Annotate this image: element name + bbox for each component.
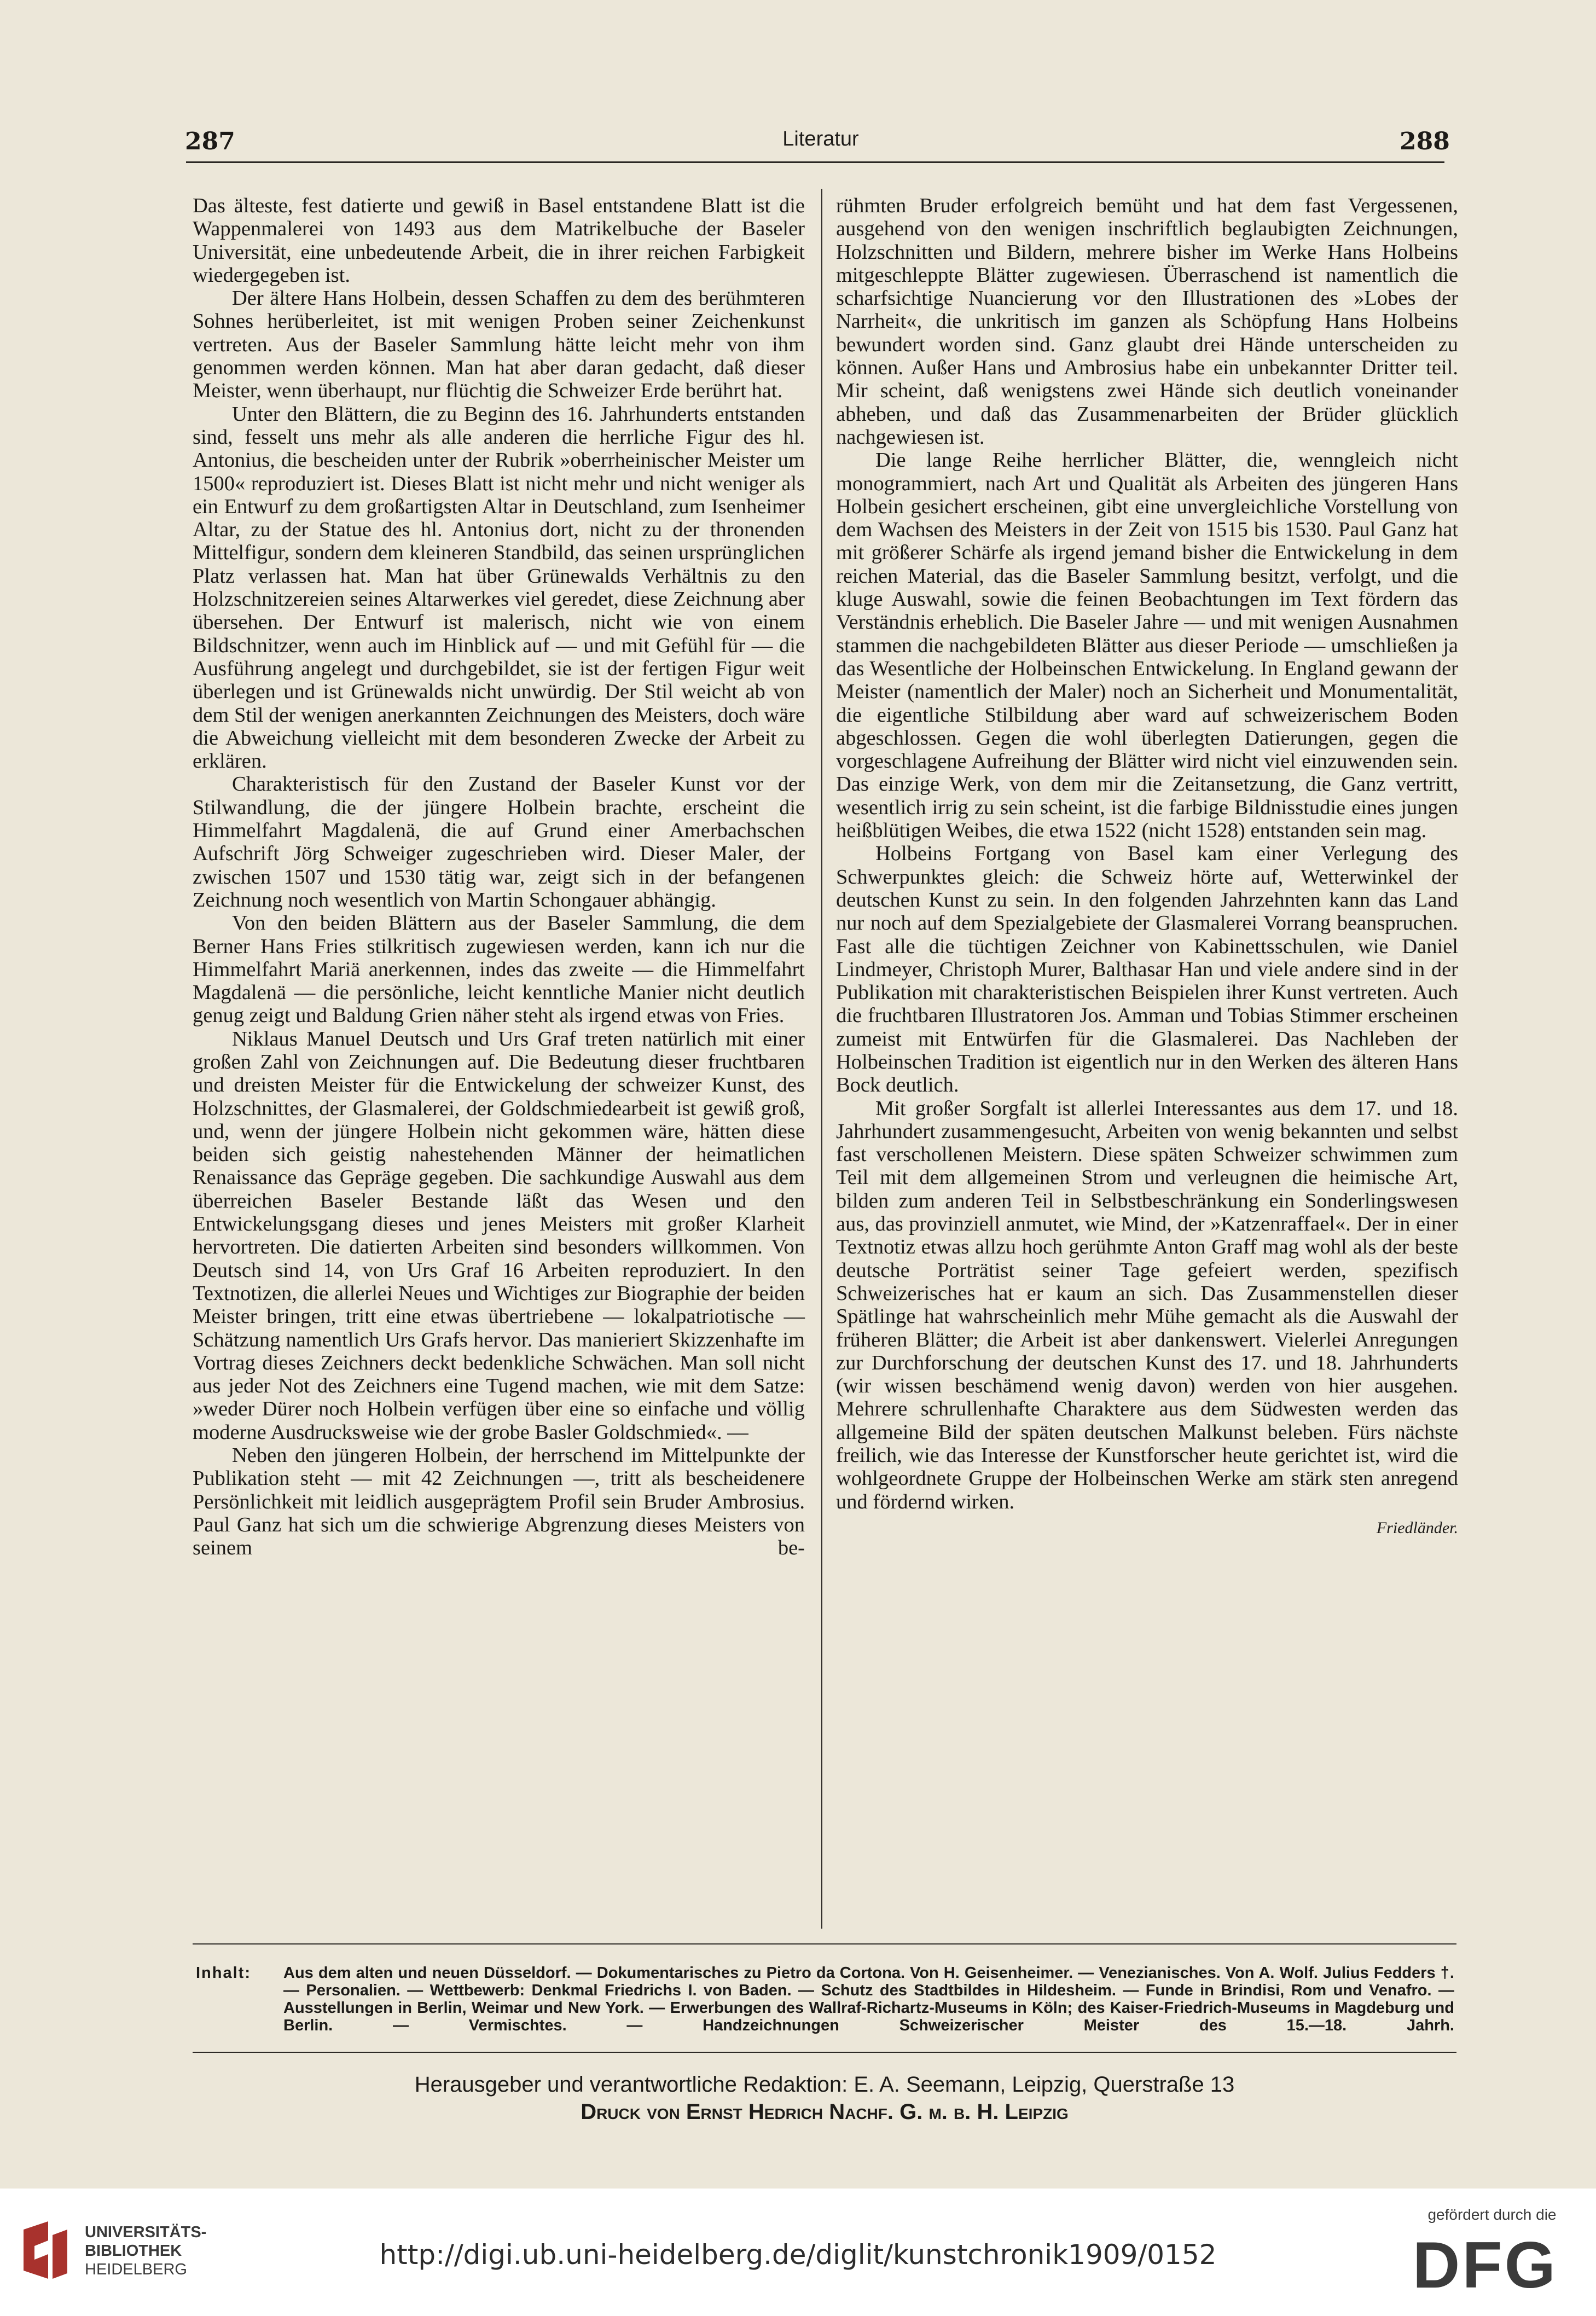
page-number-left: 287 [185,127,235,155]
paragraph: Das älteste, fest datierte und gewiß in Basel entstandene Blatt ist die Wappenmalerei von 1493 aus dem Matrikelbuche der Baseler Universität, eine unbedeutende Arbeit, die in ihrer reichen Farbigkeit wiedergegeben ist. [193,194,805,287]
left-column [193,194,805,1560]
contents-label: Inhalt: [196,1964,251,1982]
paragraph: Der ältere Hans Holbein, dessen Schaffen zu dem des berühmteren Sohnes herüberleitet, ist mit wenigen Proben seiner Zeichenkunst vertreten. Aus der Baseler Sammlung hätte leicht mehr von ihm genommen werden können. Man hat aber daran gedacht, daß dieser Meister, wenn überhaupt, nur flüchtig die Schweizer Erde berührt hat. [193,287,805,403]
header-rule [186,161,1444,163]
funding-caption: gefördert durch die [1427,2206,1557,2223]
paragraph: Von den beiden Blättern aus der Baseler Sammlung, die dem Berner Hans Fries stilkritisch zugewiesen werden, kann ich nur die Himmelfahrt Mariä anerkennen, indes das zweite — die Himmelfahrt Magdalenä — die persönliche, leicht kenntliche Manier nicht deutlich genug zeigt und Baldung Grien näher steht als irgend etwas von Fries. [193,912,805,1028]
contents-text: Aus dem alten und neuen Düsseldorf. — Dokumentarisches zu Pietro da Cortona. Von H. Geisenheimer. — Venezianisches. Von A. Wolf. Julius Fedders †. — Personalien. — Wettbewerb: Denkmal Friedrichs I. von Baden. — Schutz des Stadtbildes in Hildesheim. — Funde in Brindisi, Rom und Venafro. — Ausstellungen in Berlin, Weimar und New York. — Erwerbungen des Wallraf-Richartz-Museums in Köln; des Kaiser-Friedrich-Museums in Magdeburg und Berlin. — Vermischtes. — Handzeichnungen Schweizerischer Meister des 15.—18. Jahrh. [283,1964,1454,2034]
paragraph: Neben den jüngeren Holbein, der herrschend im Mittelpunkte der Publikation steht — mit 42 Zeichnungen —, tritt als bescheidenere Persönlichkeit mit leidlich ausgeprägtem Profil sein Bruder Ambrosius. Paul Ganz hat sich um die schwierige Abgrenzung dieses Meisters von seinem be- [193,1444,805,1560]
paragraph: Mit großer Sorgfalt ist allerlei Interessantes aus dem 17. und 18. Jahrhundert zusammengesucht, Arbeiten von wenig bekannten und selbst fast verschollenen Meistern. Diese späten Schweizer schwimmen zum Teil mit dem allgemeinen Strom und verleugnen die heimische Art, bilden zum anderen Teil in Selbstbeschränkung ein Sonderlingswesen aus, das provinziell anmutet, wie Mind, der »Katzenraffael«. Der in einer Textnotiz etwas allzu hoch gerühmte Anton Graff mag wohl als der beste deutsche Porträtist seiner Tage gefeiert werden, spezifisch Schweizerisches hat er kaum an sich. Das Zusammenstellen dieser Spätlinge hat wahrscheinlich mehr Mühe gemacht als die Auswahl der früheren Blätter; die Arbeit ist aber dankenswert. Vielerlei Anregungen zur Durchforschung der deutschen Kunst des 17. und 18. Jahrhunderts (wir wissen beschämend wenig davon) werden von hier ausgehen. Mehrere schrullenhafte Charaktere aus dem Südwesten werden das allgemeine Bild der späten deutschen Malkunst beleben. Fürs nächste freilich, wie das Interesse der Kunstforscher heute gerichtet ist, wird die wohlgeordnete Gruppe der Holbeinschen Werke am stärk sten anregend und fördernd wirken. [836,1096,1458,1513]
paragraph: Niklaus Manuel Deutsch und Urs Graf treten natürlich mit einer großen Zahl von Zeichnungen auf. Die Bedeutung dieser fruchtbaren und dreisten Meister für die Entwickelung der schweizer Kunst, des Holzschnittes, der Glasmalerei, der Goldschmiedearbeit ist gewiß groß, und, wenn der jüngere Holbein nicht gekommen wäre, hätten diese beiden sich geistig nahestehenden Männer der heimatlichen Renaissance das Gepräge gegeben. Die sachkundige Auswahl aus dem überreichen Baseler Bestande läßt das Wesen und den Entwickelungsgang dieses und jenes Meisters mit großer Klarheit hervortreten. Die datierten Arbeiten sind besonders willkommen. Von Deutsch sind 14, von Urs Graf 16 Arbeiten reproduziert. In den Textnotizen, die allerlei Neues und Wichtiges zur Biographie der beiden Meister bringen, tritt eine etwas übertriebene — lokalpatriotische — Schätzung namentlich Urs Grafs hervor. Das manieriert Skizzenhafte im Vortrag dieses Zeichners deckt bedenkliche Schwächen. Man soll nicht aus jeder Not des Zeichners eine Tugend machen, wie mit dem Satze: »weder Dürer noch Holbein verfügen über eine so einfache und völlig moderne Ausdrucksweise wie der grobe Basler Goldschmied«. — [193,1027,805,1444]
paragraph: rühmten Bruder erfolgreich bemüht und hat dem fast Vergessenen, ausgehend von den wenigen inschriftlich beglaubigten Zeichnungen, Holzschnitten und Bildern, mehrere bisher im Werke Hans Holbeins mitgeschleppte Blätter zugewiesen. Überraschend ist namentlich die scharfsichtige Nuancierung vor den Illustrationen des »Lobes der Narrheit«, die unkritisch im ganzen als Schöpfung Hans Holbeins bewundert worden sind. Ganz glaubt drei Hände unterscheiden zu können. Außer Hans und Ambrosius habe ein unbekannter Dritter teil. Mir scheint, daß wenigstens zwei Hände sich deutlich voneinander abheben, und daß das Zusammenarbeiten der Brüder glücklich nachgewiesen ist. [836,194,1458,449]
right-column [836,194,1458,1540]
publisher-line: Herausgeber und verantwortliche Redaktion: E. A. Seemann, Leipzig, Querstraße 13 [414,2073,1235,2097]
author-signature: Friedländer. [1376,1518,1458,1537]
page-number-right: 288 [1400,127,1450,155]
contents-rule-top [193,1943,1456,1944]
running-title: Literatur [782,127,859,150]
paragraph: Holbeins Fortgang von Basel kam einer Verlegung des Schwerpunktes gleich: die Schweiz hörte auf, Wetterwinkel der deutschen Kunst zu sein. In den folgenden Jahrzehnten kann das Land nur noch auf dem Spezialgebiete der Glasmalerei Vorrang beanspruchen. Fast alle die tüchtigen Zeichner von Kabinettsschulen, wie Daniel Lindmeyer, Christoph Murer, Balthasar Han und viele andere sind in der Publikation mit charakteristischen Beispielen ihrer Kunst vertreten. Auch die fruchtbaren Illustratoren Jos. Amman und Tobias Stimmer erscheinen zumeist mit Entwürfen für die Glasmalerei. Das Nachleben der Holbeinschen Tradition ist eigentlich nur in den Werken des älteren Hans Bock deutlich. [836,842,1458,1097]
dfg-logo: DFG [1412,2228,1558,2302]
viewer-footer [0,2189,1596,2316]
table-of-contents [196,1964,1454,2034]
contents-rule-bottom [193,2052,1456,2053]
printer-line: Druck von Ernst Hedrich Nachf. G. m. b. H. Leipzig [581,2100,1069,2124]
permalink-url[interactable]: http://digi.ub.uni-heidelberg.de/diglit/kunstchronik1909/0152 [379,2239,1217,2271]
library-name: UNIVERSITÄTS- BIBLIOTHEK HEIDELBERG [85,2224,207,2278]
column-divider [821,189,822,1929]
paragraph: Charakteristisch für den Zustand der Baseler Kunst vor der Stilwandlung, die der jüngere Holbein brachte, erscheint die Himmelfahrt Magdalenä, die auf Grund einer Amerbachschen Aufschrift Jörg Schweiger zugeschrieben wird. Dieser Maler, der zwischen 1507 und 1530 tätig war, zeigt sich in der befangenen Zeichnung noch wesentlich von Martin Schongauer abhängig. [193,773,805,912]
paragraph: Die lange Reihe herrlicher Blätter, die, wenngleich nicht monogrammiert, nach Art und Qualität als Arbeiten des jüngeren Hans Holbein gesichert erscheinen, gibt eine unvergleichliche Vorstellung von dem Wachsen des Meisters in der Zeit von 1515 bis 1530. Paul Ganz hat mit größerer Schärfe als irgend jemand bisher die Entwickelung in dem reichen Material, das die Baseler Sammlung besitzt, verfolgt, und die kluge Auswahl, sowie die feinen Beobachtungen im Text fördern das Verständnis erheblich. Die Baseler Jahre — und mit wenigen Ausnahmen stammen die nachgebildeten Blätter aus dieser Periode — umschließen ja das Wesentliche der Holbeinschen Entwickelung. In England gewann der Meister (namentlich der Maler) noch an Sicherheit und Monumentalität, die eigentliche Stilbildung aber ward auf schweizerischem Boden abgeschlossen. Gegen die wohl überlegten Datierungen, gegen die vorgeschlagene Aufreihung der Blätter wird nicht viel einzuwenden sein. Das einzige Werk, von dem mir die Zeitansetzung, die Ganz vertritt, wesentlich irrig zu sein scheint, ist die farbige Bildnisstudie eines jungen heißblütigen Weibes, die etwa 1522 (nicht 1528) entstanden sein mag. [836,449,1458,843]
paragraph: Unter den Blättern, die zu Beginn des 16. Jahrhunderts entstanden sind, fesselt uns mehr als alle anderen die herrliche Figur des hl. Antonius, die bescheiden unter der Rubrik »oberrheinischer Meister um 1500« reproduziert ist. Dieses Blatt ist nicht mehr und nicht weniger als ein Entwurf zu dem großartigsten Altar in Deutschland, zum Isenheimer Altar, zu der Statue des hl. Antonius dort, nicht zu der thronenden Mittelfigur, sondern dem kleineren Standbild, das seinen ursprünglichen Platz verlassen hat. Man hat über Grünewalds Verhältnis zu den Holzschnitzereien seines Altarwerkes viel geredet, diese Zeichnung aber übersehen. Der Entwurf ist malerisch, nicht wie von einem Bildschnitzer, wenn auch im Hinblick auf — und mit Gefühl für — die Ausführung angelegt und durchgebildet, sie ist der fertigen Figur weit überlegen und ist Grünewalds nicht unwürdig. Der Stil weicht ab von dem Stil der wenigen anerkannten Zeichnungen des Meisters, doch wäre die Abweichung vielleicht mit dem besonderen Zwecke der Arbeit zu erklären. [193,402,805,773]
